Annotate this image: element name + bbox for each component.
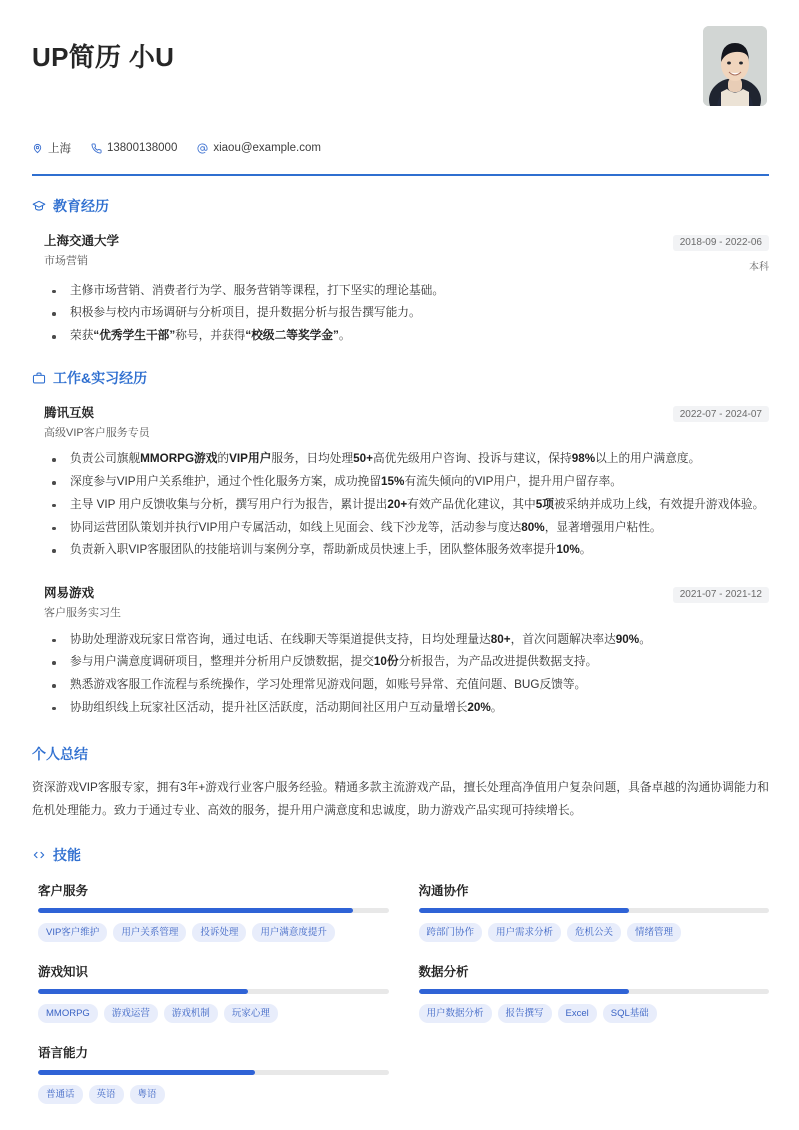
work-bullets — [44, 629, 769, 720]
education-entry-right — [659, 232, 769, 273]
summary-paragraph: 资深游戏VIP客服专家，拥有3年+游戏行业客户服务经验。精通多款主流游戏产品，擅长处理高净值用户复杂问题，具备卓越的沟通协调能力和危机处理能力。致力于通过专业、高效的服务，提升用户满意度和忠诚度，助力游戏产品实现可持续增长。 — [32, 780, 769, 818]
skills-grid — [32, 881, 769, 1125]
bullet-item: 负责新入职VIP客服团队的技能培训与案例分享，帮助新成员快速上手，团队整体服务效率提升10%。 — [44, 539, 769, 562]
skill-name: 数据分析 — [418, 964, 469, 979]
skill-tag[interactable]: 用户数据分析 — [419, 1004, 492, 1023]
skill-progress-track — [38, 989, 389, 994]
skill-tag[interactable]: 游戏运营 — [104, 1004, 158, 1023]
code-brackets-icon — [32, 848, 46, 862]
skill-progress-track — [419, 908, 770, 913]
bullet-item: 参与用户满意度调研项目，整理并分析用户反馈数据，提交10份分析报告，为产品改进提供数据支持。 — [44, 651, 769, 674]
work-role: 高级VIP客户服务专员 — [44, 426, 150, 439]
skill-tag-list — [38, 1085, 389, 1104]
contact-location — [32, 140, 71, 156]
bullet-item: 协助组织线上玩家社区活动，提升社区活跃度，活动期间社区用户互动量增长20%。 — [44, 697, 769, 720]
contact-location-text: 上海 — [48, 143, 71, 155]
skill-block — [38, 1043, 389, 1104]
skill-tag[interactable]: 情绪管理 — [627, 923, 681, 942]
skill-progress-track — [38, 1070, 389, 1075]
section-work — [32, 368, 769, 720]
work-entry-left — [44, 584, 659, 621]
bullet-item: 主导 VIP 用户反馈收集与分析，撰写用户行为报告，累计提出20+有效产品优化建议，其中5项被采纳并成功上线，有效提升游戏体验。 — [44, 494, 769, 517]
skill-progress-fill — [419, 908, 629, 913]
education-entry-head — [44, 232, 769, 273]
skill-name: 游戏知识 — [38, 964, 89, 979]
bullet-item: 深度参与VIP用户关系维护，通过个性化服务方案，成功挽留15%有流失倾向的VIP用户，提升用户留存率。 — [44, 471, 769, 494]
contact-phone-text: 13800138000 — [107, 142, 178, 154]
section-education-label: 教育经历 — [53, 198, 109, 214]
work-bullets — [44, 448, 769, 562]
skill-tag[interactable]: 粤语 — [130, 1085, 165, 1104]
bullet-item: 荣获“优秀学生干部”称号，并获得“校级二等奖学金”。 — [44, 325, 769, 348]
skill-tag[interactable]: 危机公关 — [567, 923, 621, 942]
work-company: 网易游戏 — [44, 586, 95, 601]
skill-progress-fill — [419, 989, 629, 994]
bullet-item: 负责公司旗舰MMORPG游戏的VIP用户服务，日均处理50+高优先级用户咨询、投诉与建议，保持98%以上的用户满意度。 — [44, 448, 769, 471]
skill-tag-list — [419, 1004, 770, 1023]
bullet-item: 协助处理游戏玩家日常咨询，通过电话、在线聊天等渠道提供支持，日均处理量达80+，首次问题解决率达90%。 — [44, 629, 769, 652]
education-entry — [32, 232, 769, 348]
skill-name: 客户服务 — [38, 883, 89, 898]
graduation-cap-icon — [32, 199, 46, 213]
section-education — [32, 196, 769, 348]
section-summary-title — [32, 744, 769, 764]
section-skills — [32, 845, 769, 1125]
section-skills-label: 技能 — [53, 846, 81, 863]
work-company: 腾讯互娱 — [44, 405, 95, 420]
skill-tag-list — [38, 923, 389, 942]
page-title: UP简历 小U — [32, 42, 175, 72]
location-pin-icon — [32, 143, 43, 154]
section-summary — [32, 744, 769, 823]
skill-name: 语言能力 — [38, 1046, 89, 1061]
section-skills-title — [32, 845, 769, 865]
contact-list — [32, 140, 769, 156]
education-entry-left — [44, 232, 659, 269]
bullet-item: 熟悉游戏客服工作流程与系统操作，学习处理常见游戏问题，如账号异常、充值问题、BUG反馈等。 — [44, 674, 769, 697]
header-left — [32, 26, 703, 73]
skill-progress-fill — [38, 989, 248, 994]
work-role: 客户服务实习生 — [44, 607, 121, 619]
section-work-label: 工作&实习经历 — [53, 369, 148, 386]
skill-tag-list — [419, 923, 770, 942]
phone-icon — [91, 143, 102, 154]
briefcase-icon — [32, 371, 46, 385]
education-school: 上海交通大学 — [44, 234, 120, 248]
skill-tag-list — [38, 1004, 389, 1023]
section-work-title — [32, 368, 769, 388]
skill-block — [419, 881, 770, 942]
resume-header — [32, 26, 769, 118]
skill-name: 沟通协作 — [418, 883, 469, 898]
skill-tag[interactable]: 玩家心理 — [224, 1004, 278, 1023]
skill-block — [38, 962, 389, 1023]
skill-tag[interactable]: Excel — [558, 1004, 597, 1023]
skill-block — [419, 962, 770, 1023]
profile-photo-icon — [703, 26, 767, 106]
work-entry-right — [659, 404, 769, 423]
work-entry-left — [44, 404, 659, 441]
avatar — [703, 26, 767, 106]
skill-tag[interactable]: 报告撰写 — [498, 1004, 552, 1023]
section-education-title — [32, 196, 769, 216]
bullet-item: 积极参与校内市场调研与分析项目，提升数据分析与报告撰写能力。 — [44, 302, 769, 325]
skill-tag[interactable]: 游戏机制 — [164, 1004, 218, 1023]
contact-email — [197, 142, 321, 154]
header-divider — [32, 174, 769, 176]
work-entry — [32, 584, 769, 720]
skill-tag[interactable]: 用户满意度提升 — [252, 923, 335, 942]
education-major: 市场营销 — [44, 254, 88, 267]
skill-tag[interactable]: SQL基础 — [603, 1004, 657, 1023]
work-date-badge: 2021-07 - 2021-12 — [673, 587, 769, 603]
work-entry-head — [44, 584, 769, 621]
skill-progress-fill — [38, 908, 353, 913]
skill-tag[interactable]: VIP客户维护 — [38, 923, 107, 942]
skill-progress-track — [419, 989, 770, 994]
work-entry-head — [44, 404, 769, 441]
skill-tag[interactable]: 用户需求分析 — [488, 923, 561, 942]
bullet-item: 协同运营团队策划并执行VIP用户专属活动，如线上见面会、线下沙龙等，活动参与度达80%，显著增强用户粘性。 — [44, 517, 769, 540]
skill-tag[interactable]: 普通话 — [38, 1085, 83, 1104]
skill-tag[interactable]: 用户关系管理 — [113, 923, 186, 942]
work-date-badge: 2022-07 - 2024-07 — [673, 406, 769, 422]
education-degree: 本科 — [749, 261, 769, 273]
skill-block — [38, 881, 389, 942]
skill-progress-fill — [38, 1070, 255, 1075]
contact-phone — [91, 142, 177, 154]
education-bullets — [44, 280, 769, 348]
skill-tag[interactable]: MMORPG — [38, 1004, 98, 1023]
skill-tag[interactable]: 跨部门协作 — [419, 923, 483, 942]
contact-email-text: xiaou@example.com — [213, 142, 321, 154]
work-entry — [32, 404, 769, 562]
skill-progress-track — [38, 908, 389, 913]
email-at-icon — [197, 143, 208, 154]
skill-tag[interactable]: 英语 — [89, 1085, 124, 1104]
section-summary-label: 个人总结 — [32, 745, 88, 762]
bullet-item: 主修市场营销、消费者行为学、服务营销等课程，打下坚实的理论基础。 — [44, 280, 769, 303]
skill-tag[interactable]: 投诉处理 — [192, 923, 246, 942]
education-date-badge: 2018-09 - 2022-06 — [673, 235, 769, 251]
work-entry-right — [659, 584, 769, 603]
